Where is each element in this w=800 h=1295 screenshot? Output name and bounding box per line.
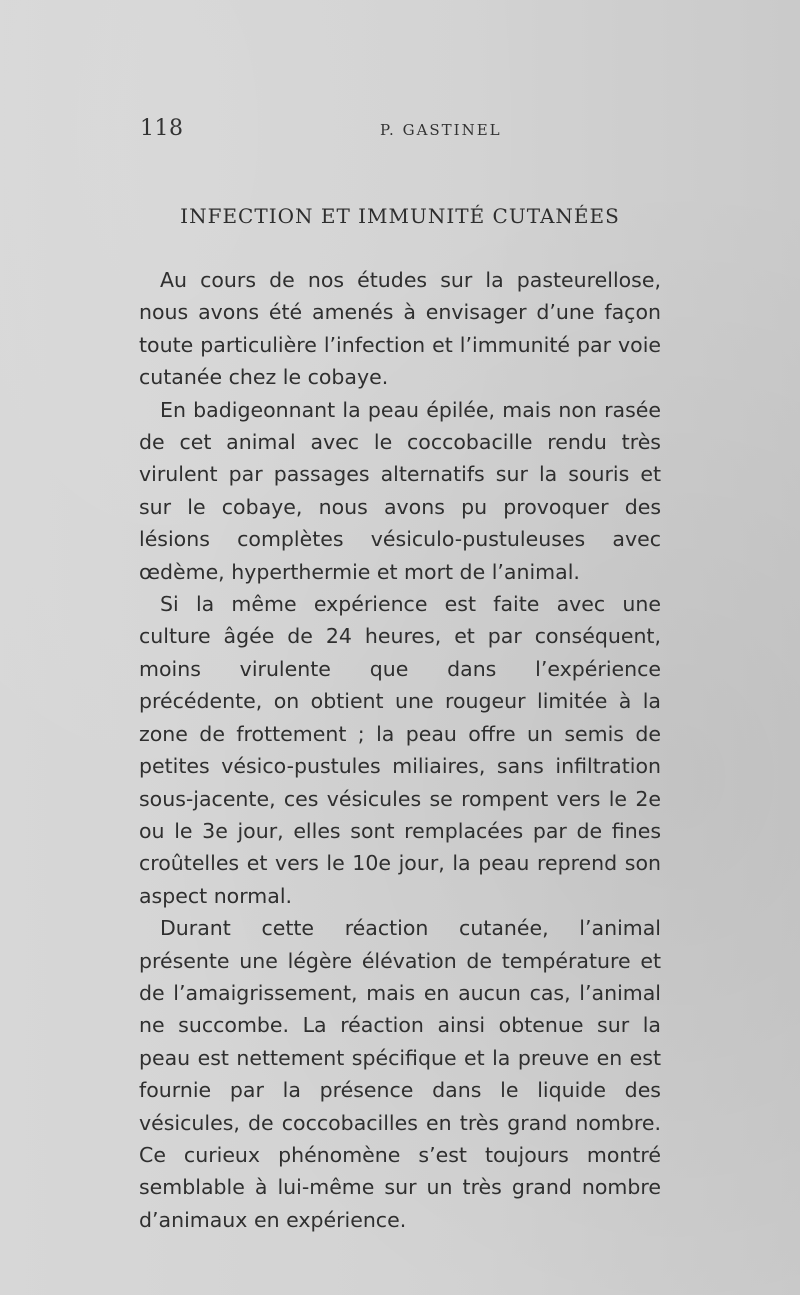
running-header: [140, 116, 660, 144]
author-name: P. GASTINEL: [380, 121, 502, 139]
paragraph-3: Si la même expérience est faite avec une culture âgée de 24 heures, et par conséquent, moins virulente que dans l’expérience précédente, on obtient une rougeur limitée à la zone de frottement ; la peau offre un semis de petites vésico-pustules miliaires, sans infiltration sous-jacente, ces vésicules se rompent vers le 2e ou le 3e jour, elles sont remplacées par de fines croûtelles et vers le 10e jour, la peau reprend son aspect normal.: [139, 592, 661, 908]
body-text: [139, 264, 661, 1236]
page-number: 118: [140, 116, 184, 141]
paragraph-2: En badigeonnant la peau épilée, mais non rasée de cet animal avec le coccobacille rendu très virulent par passages alternatifs sur la souris et sur le cobaye, nous avons pu provoquer des lésions complètes vésiculo-pustuleuses avec œdème, hyperthermie et mort de l’animal.: [139, 397, 661, 584]
section-title: INFECTION ET IMMUNITÉ CUTANÉES: [180, 204, 620, 228]
paragraph-1: Au cours de nos études sur la pasteurellose, nous avons été amenés à envisager d’une façon toute particulière l’infection et l’immunité par voie cutanée chez le cobaye.: [139, 268, 661, 390]
paragraph-4: Durant cette réaction cutanée, l’animal présente une légère élévation de température et de l’amaigrissement, mais en aucun cas, l’animal ne succombe. La réaction ainsi obtenue sur la peau est nettement spécifique et la preuve en est fournie par la présence dans le liquide des vésicules, de coccobacilles en très grand nombre. Ce curieux phénomène s’est toujours montré semblable à lui-même sur un très grand nombre d’animaux en expérience.: [139, 916, 661, 1232]
